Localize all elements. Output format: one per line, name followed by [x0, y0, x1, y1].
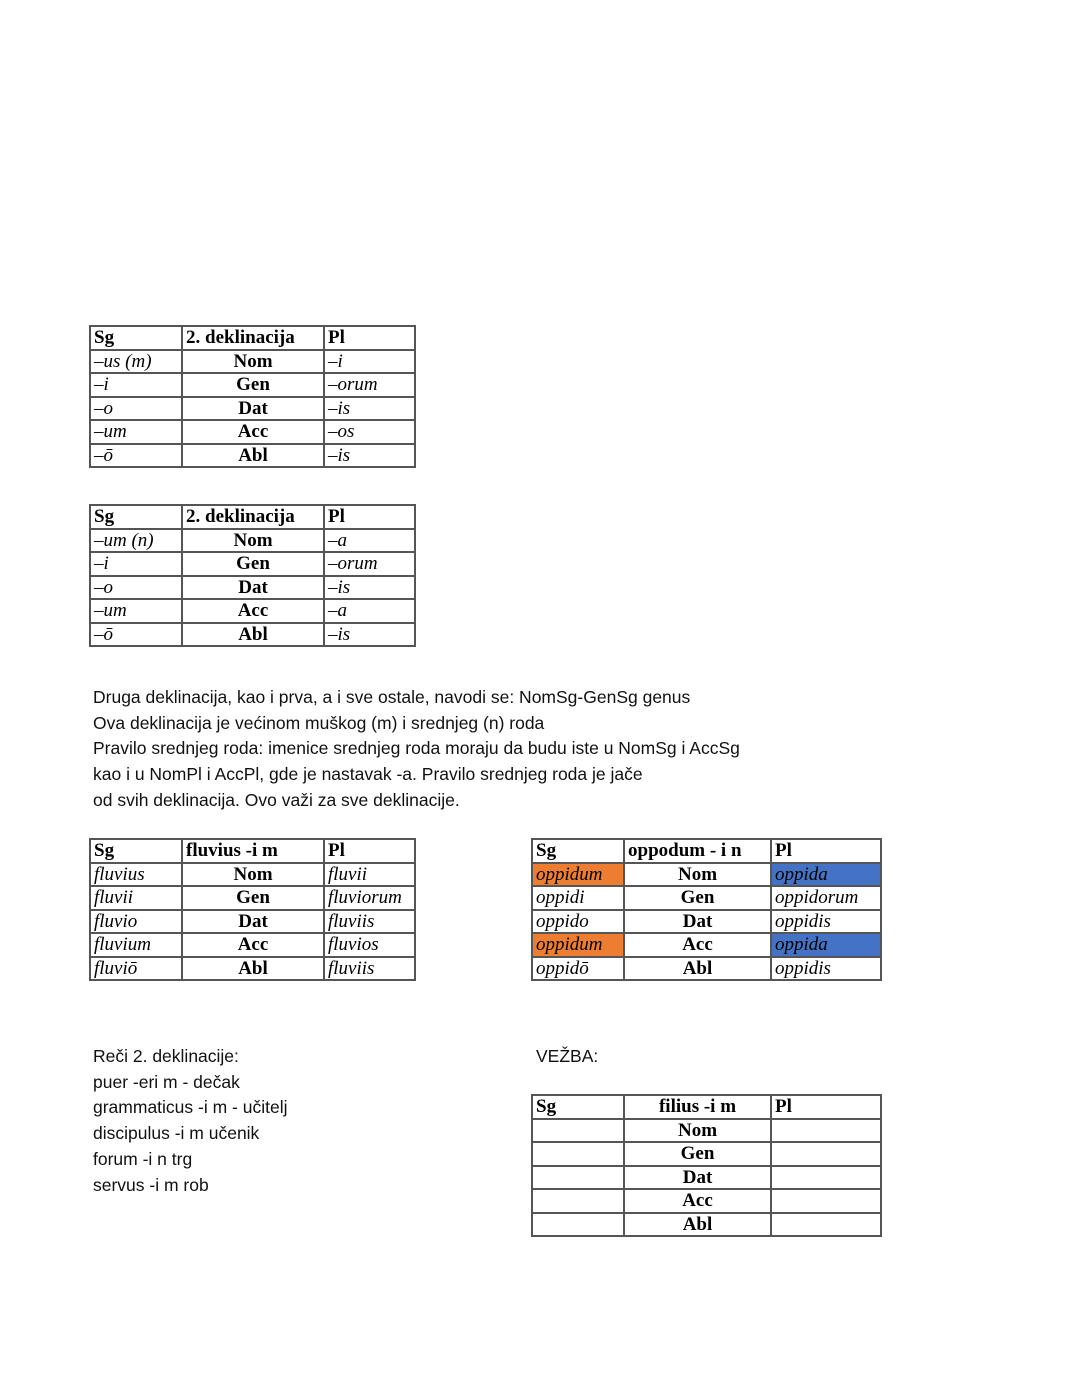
case-cell: Nom	[182, 350, 324, 374]
header-pl: Pl	[324, 505, 415, 529]
sg-cell: –um	[90, 599, 182, 623]
pl-cell: oppidorum	[771, 886, 881, 910]
sg-cell: fluvio	[90, 910, 182, 934]
table-header-row	[90, 505, 415, 529]
pl-cell: –a	[324, 529, 415, 553]
sg-cell: –o	[90, 397, 182, 421]
table-row	[90, 529, 415, 553]
header-sg: Sg	[532, 1095, 624, 1119]
list-item: servus -i m rob	[93, 1174, 209, 1195]
explanation-paragraph	[93, 685, 740, 814]
sg-cell: –o	[90, 576, 182, 600]
case-cell: Gen	[182, 373, 324, 397]
exercise-table	[531, 1094, 882, 1237]
pl-answer-cell[interactable]	[771, 1166, 881, 1190]
case-cell: Acc	[182, 933, 324, 957]
exercise-title: VEŽBA:	[536, 1046, 599, 1066]
table-row	[90, 444, 415, 468]
sg-cell: fluvius	[90, 863, 182, 887]
header-sg: Sg	[90, 839, 182, 863]
sg-answer-cell[interactable]	[532, 1213, 624, 1237]
table-row	[532, 863, 881, 887]
sg-cell: oppido	[532, 910, 624, 934]
header-title: 2. deklinacija	[182, 505, 324, 529]
table-header-row	[90, 326, 415, 350]
case-cell: Dat	[182, 576, 324, 600]
pl-answer-cell[interactable]	[771, 1142, 881, 1166]
case-cell: Nom	[624, 1119, 771, 1143]
case-cell: Acc	[624, 933, 771, 957]
paragraph-line: Druga deklinacija, kao i prva, a i sve ostale, navodi se: NomSg-GenSg genus	[93, 687, 691, 707]
fluvius-table	[89, 838, 416, 981]
pl-cell: –is	[324, 623, 415, 647]
pl-cell: oppidis	[771, 910, 881, 934]
sg-cell: fluvii	[90, 886, 182, 910]
table-row	[90, 933, 415, 957]
case-cell: Dat	[624, 1166, 771, 1190]
case-cell: Abl	[624, 957, 771, 981]
table-row	[90, 863, 415, 887]
table-row	[90, 576, 415, 600]
table-row	[90, 910, 415, 934]
sg-answer-cell[interactable]	[532, 1142, 624, 1166]
header-pl: Pl	[324, 326, 415, 350]
sg-cell-highlighted: oppidum	[532, 863, 624, 887]
header-pl: Pl	[771, 1095, 881, 1119]
case-cell: Abl	[182, 957, 324, 981]
table-row	[90, 420, 415, 444]
table-row	[532, 886, 881, 910]
pl-cell: –orum	[324, 552, 415, 576]
case-cell: Acc	[624, 1189, 771, 1213]
word-list-title: Reči 2. deklinacije:	[93, 1046, 239, 1066]
case-cell: Nom	[182, 529, 324, 553]
paragraph-line: Pravilo srednjeg roda: imenice srednjeg roda moraju da budu iste u NomSg i AccSg	[93, 738, 740, 759]
sg-cell: fluviō	[90, 957, 182, 981]
table-row	[90, 350, 415, 374]
pl-cell-highlighted: oppida	[771, 933, 881, 957]
header-sg: Sg	[532, 839, 624, 863]
table-row	[90, 552, 415, 576]
sg-cell: oppidō	[532, 957, 624, 981]
case-cell: Acc	[182, 420, 324, 444]
list-item: discipulus -i m učenik	[93, 1123, 260, 1144]
table-row	[532, 1119, 881, 1143]
pl-cell: fluvii	[324, 863, 415, 887]
header-title: oppodum - i n	[624, 839, 771, 863]
case-cell: Abl	[182, 444, 324, 468]
case-cell: Gen	[624, 886, 771, 910]
pl-cell: fluviis	[324, 957, 415, 981]
header-title: 2. deklinacija	[182, 326, 324, 350]
case-cell: Dat	[182, 910, 324, 934]
sg-cell: fluvium	[90, 933, 182, 957]
table-row	[90, 623, 415, 647]
pl-cell: –is	[324, 444, 415, 468]
pl-cell: oppidis	[771, 957, 881, 981]
pl-cell: fluviis	[324, 910, 415, 934]
sg-answer-cell[interactable]	[532, 1166, 624, 1190]
neuter-endings-table	[89, 504, 416, 647]
sg-answer-cell[interactable]	[532, 1189, 624, 1213]
table-row	[532, 957, 881, 981]
sg-cell: –ō	[90, 623, 182, 647]
table-row	[532, 1142, 881, 1166]
case-cell: Abl	[624, 1213, 771, 1237]
header-pl: Pl	[771, 839, 881, 863]
header-sg: Sg	[90, 326, 182, 350]
sg-cell-highlighted: oppidum	[532, 933, 624, 957]
case-cell: Nom	[182, 863, 324, 887]
table-row	[532, 1189, 881, 1213]
header-title: fluvius -i m	[182, 839, 324, 863]
table-row	[532, 933, 881, 957]
pl-cell: –orum	[324, 373, 415, 397]
sg-cell: –um (n)	[90, 529, 182, 553]
pl-cell-highlighted: oppida	[771, 863, 881, 887]
table-header-row	[532, 1095, 881, 1119]
pl-cell: fluvios	[324, 933, 415, 957]
pl-answer-cell[interactable]	[771, 1119, 881, 1143]
pl-cell: –is	[324, 576, 415, 600]
sg-cell: –i	[90, 552, 182, 576]
table-row	[90, 373, 415, 397]
masculine-endings-table	[89, 325, 416, 468]
sg-cell: –um	[90, 420, 182, 444]
pl-cell: fluviorum	[324, 886, 415, 910]
table-row	[90, 397, 415, 421]
pl-cell: –is	[324, 397, 415, 421]
list-item: forum -i n trg	[93, 1148, 193, 1169]
paragraph-line: Ova deklinacija je većinom muškog (m) i srednjeg (n) roda	[93, 712, 545, 733]
table-row	[532, 910, 881, 934]
table-row	[90, 599, 415, 623]
table-row	[532, 1213, 881, 1237]
case-cell: Gen	[624, 1142, 771, 1166]
oppidum-table	[531, 838, 882, 981]
table-row	[90, 957, 415, 981]
case-cell: Abl	[182, 623, 324, 647]
table-row	[532, 1166, 881, 1190]
header-title: filius -i m	[624, 1095, 771, 1119]
pl-cell: –i	[324, 350, 415, 374]
case-cell: Dat	[182, 397, 324, 421]
sg-answer-cell[interactable]	[532, 1119, 624, 1143]
sg-cell: –us (m)	[90, 350, 182, 374]
paragraph-line: od svih deklinacija. Ovo važi za sve deklinacije.	[93, 789, 460, 810]
pl-answer-cell[interactable]	[771, 1213, 881, 1237]
case-cell: Dat	[624, 910, 771, 934]
pl-cell: –os	[324, 420, 415, 444]
pl-cell: –a	[324, 599, 415, 623]
header-sg: Sg	[90, 505, 182, 529]
header-pl: Pl	[324, 839, 415, 863]
table-row	[90, 886, 415, 910]
list-item: puer -eri m - dečak	[93, 1071, 240, 1092]
case-cell: Nom	[624, 863, 771, 887]
paragraph-line: kao i u NomPl i AccPl, gde je nastavak -a. Pravilo srednjeg roda je jače	[93, 764, 643, 785]
table-header-row	[90, 839, 415, 863]
case-cell: Gen	[182, 552, 324, 576]
pl-answer-cell[interactable]	[771, 1189, 881, 1213]
sg-cell: –i	[90, 373, 182, 397]
table-header-row	[532, 839, 881, 863]
list-item: grammaticus -i m - učitelj	[93, 1097, 288, 1118]
sg-cell: –ō	[90, 444, 182, 468]
case-cell: Gen	[182, 886, 324, 910]
case-cell: Acc	[182, 599, 324, 623]
sg-cell: oppidi	[532, 886, 624, 910]
word-list	[93, 1044, 287, 1198]
